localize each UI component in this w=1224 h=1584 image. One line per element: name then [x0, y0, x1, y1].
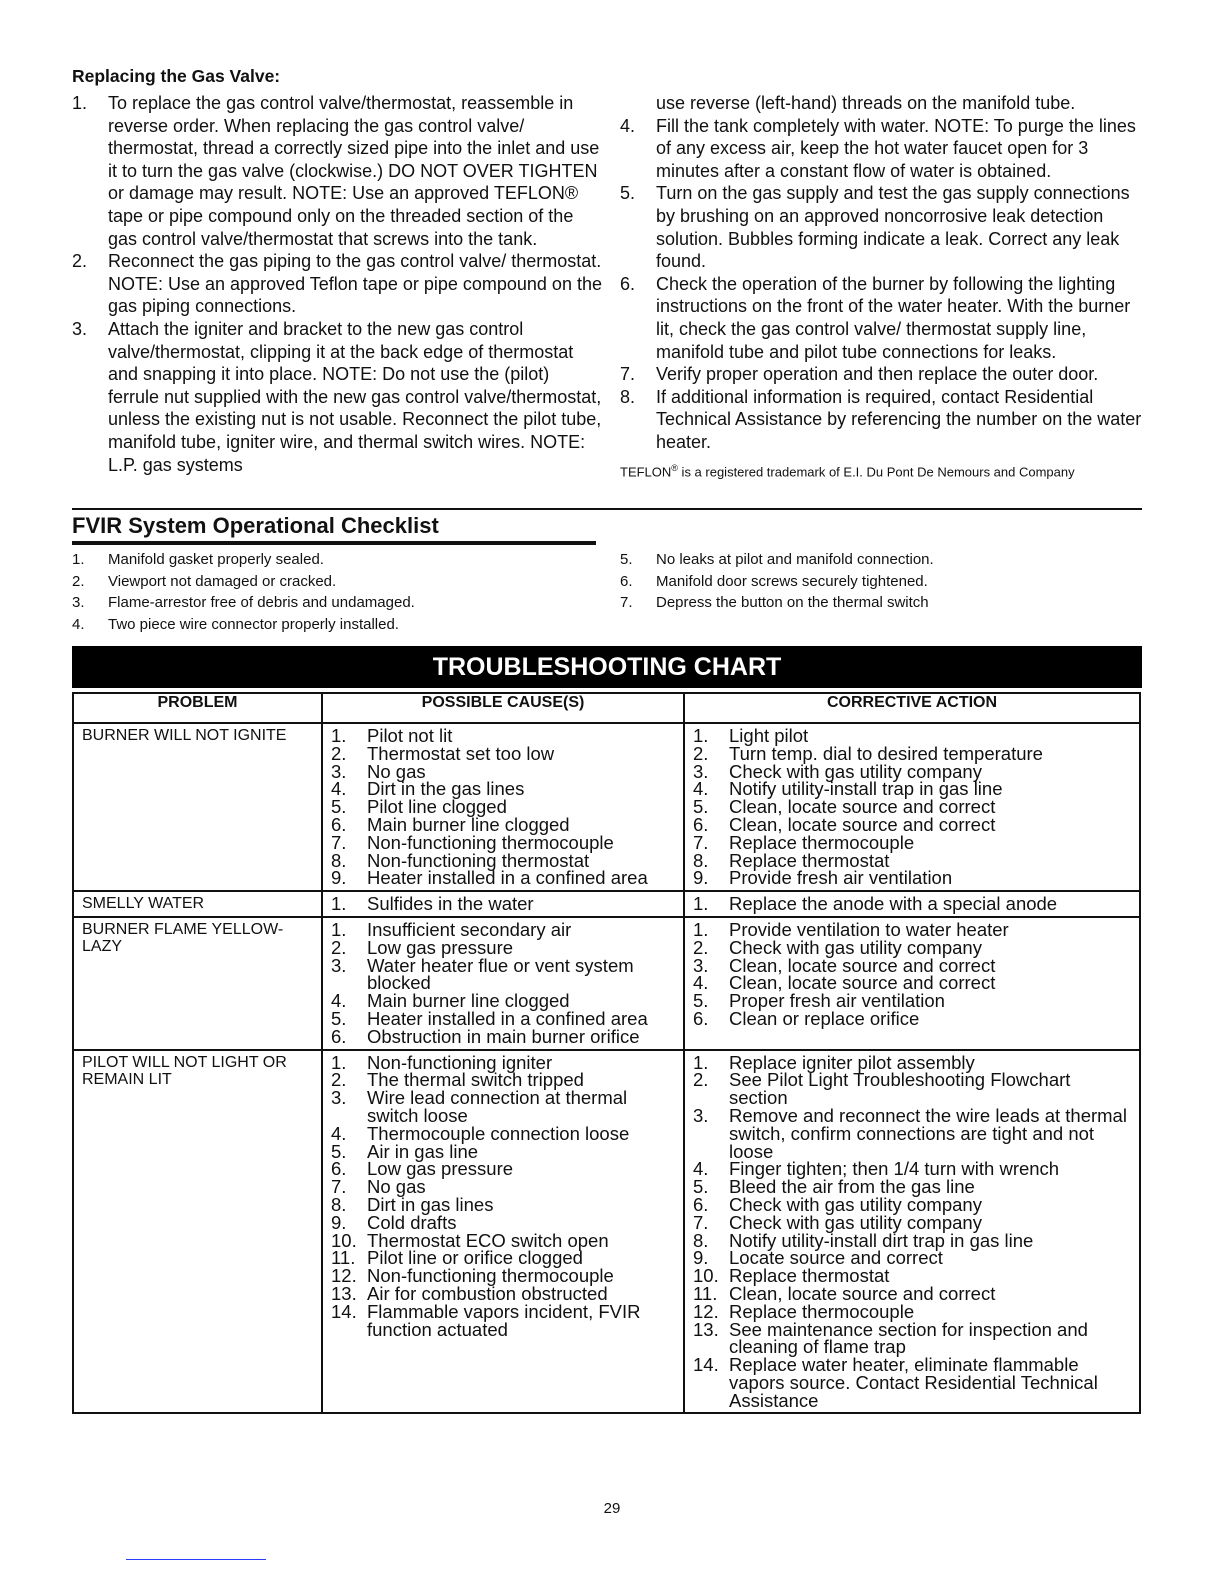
action-item: 3. Remove and reconnect the wire leads at thermal switch, confirm connections are tight and not loose — [693, 1104, 1127, 1162]
fvir-checklist-right — [620, 549, 1140, 614]
list-item: 2. Reconnect the gas piping to the gas control valve/ thermostat. NOTE: Use an approved Teflon tape or pipe compound on the gas piping connections. — [72, 251, 602, 317]
table-row — [73, 723, 1140, 891]
checklist-item: 1. Manifold gasket properly sealed. — [72, 551, 324, 568]
action-item: 5. Bleed the air from the gas line — [693, 1176, 975, 1198]
cause-item: 14. Flammable vapors incident, FVIR function actuated — [331, 1300, 641, 1340]
cause-item: 6. Main burner line clogged — [331, 813, 570, 835]
cause-item: 5. Pilot line clogged — [331, 796, 507, 818]
cause-item: 3. Wire lead connection at thermal switch loose — [331, 1087, 628, 1126]
cause-item: 1. Sulfides in the water — [331, 893, 534, 915]
fvir-checklist-title: FVIR System Operational Checklist — [72, 513, 439, 538]
causes-cell — [322, 917, 684, 1050]
cause-item: 2. Low gas pressure — [331, 936, 514, 958]
list-item: 3. Attach the igniter and bracket to the new gas control valve/thermostat, clipping it at the back edge of thermostat and snapping it into place. NOTE: Do not use the (pilot) ferrule nut supplied with the new gas control valve/thermostat, unless the existing nut is not usable. Reconnect the pilot tube, manifold tube, igniter wire, and thermal switch wires. NOTE: L.P. gas systems — [72, 318, 602, 475]
gas-valve-right-column — [620, 92, 1150, 480]
checklist-item: 5. No leaks at pilot and manifold connection. — [620, 551, 934, 568]
action-item: 6. Clean, locate source and correct — [693, 813, 996, 835]
list-item: 1. To replace the gas control valve/thermostat, reassemble in reverse order. When replacing the gas control valve/ thermostat, thread a correctly sized pipe into the inlet and use it to turn the gas valve (clockwise.) DO NOT OVER TIGHTEN or damage may result. NOTE: Use an approved TEFLON® tape or pipe compound only on the threaded section of the gas control valve/thermostat that screws into the tank. — [72, 93, 600, 249]
troubleshooting-chart-title: TROUBLESHOOTING CHART — [72, 646, 1142, 688]
cause-item: 1. Insufficient secondary air — [331, 918, 572, 940]
action-item: 8. Replace thermostat — [693, 849, 890, 871]
fvir-title-underline — [72, 541, 596, 545]
action-item: 5. Clean, locate source and correct — [693, 796, 996, 818]
table-row — [73, 917, 1140, 1050]
cause-item: 12. Non-functioning thermocouple — [331, 1265, 614, 1287]
cause-item: 9. Heater installed in a confined area — [331, 867, 648, 889]
cause-item: 1. Non-functioning igniter — [331, 1051, 553, 1073]
action-item: 9. Provide fresh air ventilation — [693, 867, 953, 889]
action-item: 3. Clean, locate source and correct — [693, 954, 996, 976]
cause-item: 6. Low gas pressure — [331, 1158, 514, 1180]
gas-valve-steps-left — [72, 92, 602, 476]
gas-valve-left-column — [72, 92, 602, 476]
action-item: 4. Finger tighten; then 1/4 turn with wrench — [693, 1158, 1060, 1180]
cause-item: 5. Air in gas line — [331, 1140, 479, 1162]
page-number: 29 — [603, 1500, 621, 1517]
action-item: 7. Replace thermocouple — [693, 831, 915, 853]
checklist-item: 6. Manifold door screws securely tightened. — [620, 572, 928, 590]
cause-item: 9. Cold drafts — [331, 1211, 457, 1233]
cause-item: 2. The thermal switch tripped — [331, 1069, 584, 1091]
checklist-item: 7. Depress the button on the thermal switch — [620, 594, 929, 611]
action-item: 7. Check with gas utility company — [693, 1211, 982, 1233]
action-item: 3. Check with gas utility company — [693, 760, 982, 782]
cause-item: 11. Pilot line or orifice clogged — [331, 1247, 583, 1269]
actions-cell — [684, 723, 1140, 891]
actions-cell — [684, 891, 1140, 917]
action-item: 6. Check with gas utility company — [693, 1193, 982, 1215]
cause-item: 1. Pilot not lit — [331, 725, 453, 746]
action-item: 2. Check with gas utility company — [693, 936, 982, 958]
list-item: 7. Verify proper operation and then replace the outer door. — [620, 364, 1099, 385]
action-item: 4. Notify utility-install trap in gas line — [693, 778, 1003, 800]
column-header-actions: CORRECTIVE ACTION — [684, 693, 1140, 723]
table-row — [73, 891, 1140, 917]
cause-item: 8. Non-functioning thermostat — [331, 849, 590, 871]
table-header-row — [73, 693, 1140, 723]
action-item: 13. See maintenance section for inspection and cleaning of flame trap — [693, 1318, 1088, 1358]
cause-item: 7. Non-functioning thermocouple — [331, 831, 614, 853]
causes-cell — [322, 1050, 684, 1414]
cause-item: 7. No gas — [331, 1176, 426, 1198]
cause-item: 10. Thermostat ECO switch open — [331, 1229, 609, 1251]
trademark-note: TEFLON® is a registered trademark of E.I. Du Pont De Nemours and Company — [620, 462, 1075, 479]
action-item: 6. Clean or replace orifice — [693, 1007, 920, 1029]
cause-item: 3. Water heater flue or vent system blocked — [331, 954, 634, 994]
causes-cell — [322, 891, 684, 917]
actions-cell — [684, 1050, 1140, 1414]
cause-item: 4. Dirt in the gas lines — [331, 778, 525, 800]
action-item: 5. Proper fresh air ventilation — [693, 990, 945, 1012]
cause-item: 4. Thermocouple connection loose — [331, 1122, 630, 1144]
checklist-item: 4. Two piece wire connector properly installed. — [72, 615, 399, 633]
cause-item: 3. No gas — [331, 760, 426, 782]
section-divider — [72, 508, 1142, 510]
action-item: 1. Light pilot — [693, 725, 809, 746]
cause-item: 4. Main burner line clogged — [331, 990, 570, 1012]
troubleshooting-table — [72, 692, 1141, 1414]
cause-item: 6. Obstruction in main burner orifice — [331, 1025, 640, 1047]
list-item: 6. Check the operation of the burner by following the lighting instructions on the front of the water heater. With the burner lit, check the gas control valve/ thermostat supply line, manifold tube and pilot tube connections for leaks. — [620, 273, 1131, 362]
causes-cell — [322, 723, 684, 891]
action-item: 9. Locate source and correct — [693, 1247, 943, 1269]
action-item: 8. Notify utility-install dirt trap in gas line — [693, 1229, 1034, 1251]
problem-cell: SMELLY WATER — [73, 891, 322, 917]
problem-cell: BURNER FLAME YELLOW-LAZY — [73, 917, 322, 1050]
troubleshooting-table-body — [73, 723, 1140, 1413]
cause-item: 8. Dirt in gas lines — [331, 1193, 494, 1215]
fvir-checklist-left — [72, 549, 592, 635]
action-item: 2. See Pilot Light Troubleshooting Flowchart section — [693, 1069, 1071, 1109]
action-item: 12. Replace thermocouple — [693, 1300, 915, 1322]
checklist-item: 3. Flame-arrestor free of debris and undamaged. — [72, 594, 415, 611]
action-item: 1. Provide ventilation to water heater — [693, 918, 1009, 940]
cause-item: 13. Air for combustion obstructed — [331, 1282, 608, 1304]
action-item: 1. Replace igniter pilot assembly — [693, 1051, 975, 1073]
cause-item: 5. Heater installed in a confined area — [331, 1007, 648, 1029]
cause-item: 2. Thermostat set too low — [331, 742, 555, 764]
action-item: 10. Replace thermostat — [693, 1265, 890, 1287]
gas-valve-steps-right — [620, 92, 1150, 454]
action-item: 1. Replace the anode with a special anode — [693, 893, 1058, 915]
column-header-causes: POSSIBLE CAUSE(S) — [322, 693, 684, 723]
list-item-continuation: use reverse (left-hand) threads on the manifold tube. — [656, 93, 1076, 113]
footer-link-underline — [126, 1559, 266, 1560]
checklist-item: 2. Viewport not damaged or cracked. — [72, 572, 337, 590]
column-header-problem: PROBLEM — [73, 693, 322, 723]
problem-cell: BURNER WILL NOT IGNITE — [73, 723, 322, 891]
problem-cell: PILOT WILL NOT LIGHT OR REMAIN LIT — [73, 1050, 322, 1414]
action-item: 2. Turn temp. dial to desired temperature — [693, 742, 1043, 764]
action-item: 4. Clean, locate source and correct — [693, 972, 996, 994]
table-row — [73, 1050, 1140, 1414]
gas-valve-heading: Replacing the Gas Valve: — [72, 66, 281, 86]
list-item: 4. Fill the tank completely with water. NOTE: To purge the lines of any excess air, keep the hot water faucet open for 3 minutes after a constant flow of water is obtained. — [620, 115, 1136, 181]
list-item: 5. Turn on the gas supply and test the gas supply connections by brushing on an approved noncorrosive leak detection solution. Bubbles forming indicate a leak. Correct any leak found. — [620, 183, 1130, 272]
actions-cell — [684, 917, 1140, 1050]
action-item: 11. Clean, locate source and correct — [693, 1282, 996, 1304]
list-item: 8. If additional information is required, contact Residential Technical Assistance by referencing the number on the water heater. — [620, 386, 1142, 452]
action-item: 14. Replace water heater, eliminate flammable vapors source. Contact Residential Technical Assistance — [693, 1354, 1098, 1411]
